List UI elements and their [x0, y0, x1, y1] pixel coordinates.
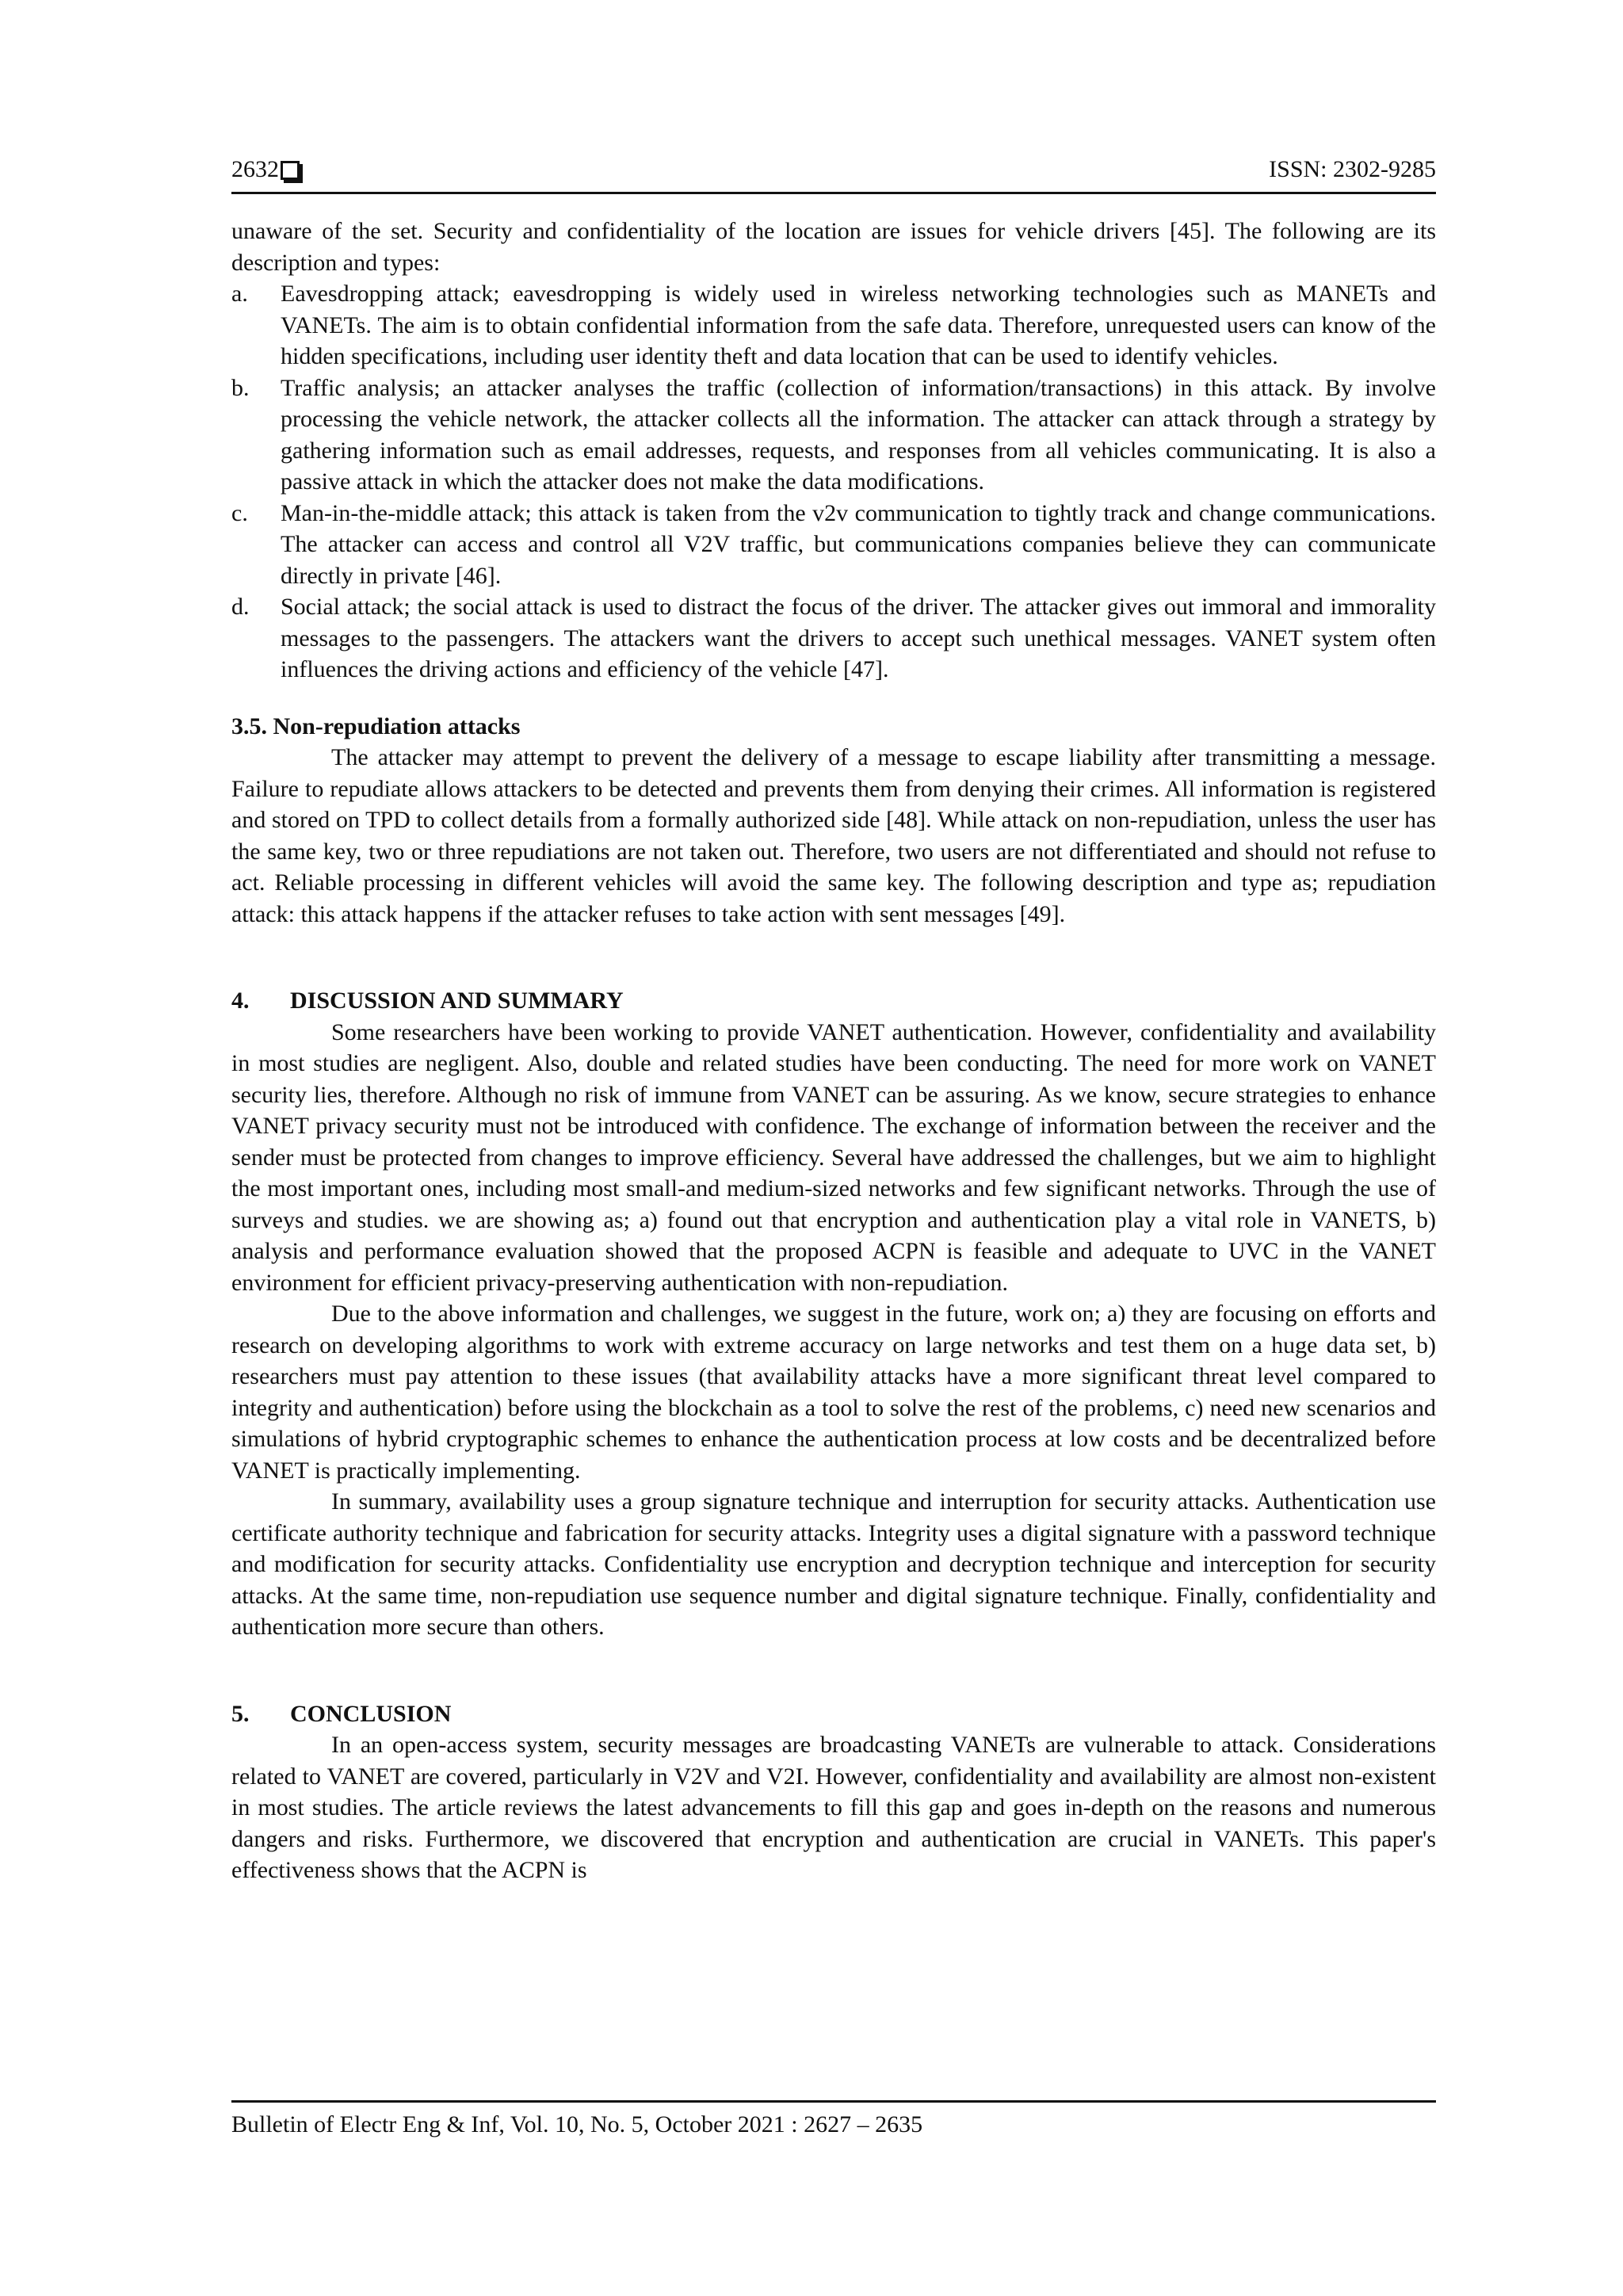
- list-item-text: Social attack; the social attack is used to distract the focus of the driver. The attacker gives out immoral and immorality messages to the passengers. The attackers want the drivers to accept such unethical messages. VANET system often influences the driving actions and efficiency of the vehicle [47].: [281, 594, 1436, 682]
- section-4-paragraph: Some researchers have been working to provide VANET authentication. However, confidentiality and availability in most studies are negligent. Also, double and related studies have been conducting. The need for more work on VANET security lies, therefore. Although no risk of immune from VANET can be assuring. As we know, secure strategies to enhance VANET privacy security must not be introduced with confidence. The exchange of information between the receiver and the sender must be protected from changes to improve efficiency. Several have addressed the challenges, but we aim to highlight the most important ones, including most small-and medium-sized networks and few significant networks. Through the use of surveys and studies. we are showing as; a) found out that encryption and authentication play a vital role in VANETS, b) analysis and performance evaluation showed that the proposed ACPN is feasible and adequate to UVC in the VANET environment for efficient privacy-preserving authentication with non-repudiation.: [231, 1018, 1436, 1296]
- list-item: [231, 278, 1436, 372]
- section-spacer: [231, 1643, 1436, 1698]
- list-marker: d.: [231, 594, 250, 620]
- header-page-number: [231, 154, 300, 185]
- attack-type-list: [231, 278, 1436, 686]
- list-marker: c.: [231, 499, 248, 526]
- section-5-heading: [231, 1698, 1436, 1730]
- section-4-paragraph: Due to the above information and challenges, we suggest in the future, work on; a) they are focusing on efforts and research on developing algorithms to work with extreme accuracy on large networks and test them on a huge data set, b) researchers must pay attention to these issues (that availability attacks have a more significant threat level compared to integrity and authentication) before using the blockchain as a tool to solve the rest of the problems, c) need new scenarios and simulations of hybrid cryptographic schemes to enhance the authentication process at low costs and be decentralized before VANET is practically implementing.: [231, 1301, 1436, 1484]
- page-box-icon: [281, 161, 300, 180]
- section-number: 5.: [231, 1700, 250, 1727]
- list-item: [231, 498, 1436, 592]
- section-title: CONCLUSION: [290, 1700, 452, 1727]
- section-spacer: [231, 930, 1436, 985]
- list-item-text: Traffic analysis; an attacker analyses the traffic (collection of information/transactions) in this attack. By involve processing the vehicle network, the attacker collects all the information. The attacker can attack through a strategy by gathering information such as email addresses, requests, and responses from all vehicles communicating. It is also a passive attack in which the attacker does not make the data modifications.: [281, 374, 1436, 495]
- section-3-5-paragraph: The attacker may attempt to prevent the delivery of a message to escape liability after transmitting a message. Failure to repudiate allows attackers to be detected and prevents them from denying their crimes. All information is registered and stored on TPD to collect details from a formally authorized side [48]. While attack on non-repudiation, unless the user has the same key, two or three repudiations are not taken out. Therefore, two users are not differentiated and should not refuse to act. Reliable processing in different vehicles will avoid the same key. The following description and type as; repudiation attack: this attack happens if the attacker refuses to take action with sent messages [49].: [231, 744, 1436, 927]
- section-title: DISCUSSION AND SUMMARY: [290, 988, 624, 1014]
- list-marker: a.: [231, 281, 248, 307]
- section-4-heading: [231, 985, 1436, 1017]
- section-3-5-heading: 3.5. Non-repudiation attacks: [231, 712, 521, 739]
- list-item-text: Eavesdropping attack; eavesdropping is widely used in wireless networking technologies such as MANETs and VANETs. The aim is to obtain confidential information from the safe data. Therefore, unrequested users can know of the hidden specifications, including user identity theft and data location that can be used to identify vehicles.: [281, 281, 1436, 369]
- paper-page: [231, 0, 1436, 2296]
- list-item-text: Man-in-the-middle attack; this attack is taken from the v2v communication to tightly track and change communications. The attacker can access and control all V2V traffic, but communications companies believe they can communicate directly in private [46].: [281, 499, 1436, 589]
- article-body: [231, 216, 1436, 1886]
- section-4-paragraph: In summary, availability uses a group signature technique and interruption for security attacks. Authentication use certificate authority technique and fabrication for security attacks. Integrity uses a digital signature with a password technique and modification for security attacks. Confidentiality use encryption and decryption technique and interception for security attacks. At the same time, non-repudiation use sequence number and digital signature technique. Finally, confidentiality and authentication more secure than others.: [231, 1488, 1436, 1640]
- list-item: [231, 591, 1436, 686]
- intro-paragraph: unaware of the set. Security and confidentiality of the location are issues for vehicle drivers [45]. The following are its description and types:: [231, 218, 1436, 276]
- section-5-paragraph: In an open-access system, security messages are broadcasting VANETs are vulnerable to attack. Considerations related to VANET are covered, particularly in V2V and V2I. However, confidentiality and availability are almost non-existent in most studies. The article reviews the latest advancements to fill this gap and goes in-depth on the reasons and numerous dangers and risks. Furthermore, we discovered that encryption and authentication are crucial in VANETs. This paper's effectiveness shows that the ACPN is: [231, 1732, 1436, 1883]
- list-marker: b.: [231, 374, 250, 401]
- running-header: [231, 154, 1436, 194]
- section-number: 4.: [231, 988, 250, 1014]
- header-issn: ISSN: 2302-9285: [1269, 156, 1436, 182]
- page-number: 2632: [231, 156, 279, 182]
- journal-citation: Bulletin of Electr Eng & Inf, Vol. 10, No. 5, October 2021 : 2627 – 2635: [231, 2111, 923, 2137]
- running-footer: [231, 2100, 1436, 2141]
- list-item: [231, 372, 1436, 498]
